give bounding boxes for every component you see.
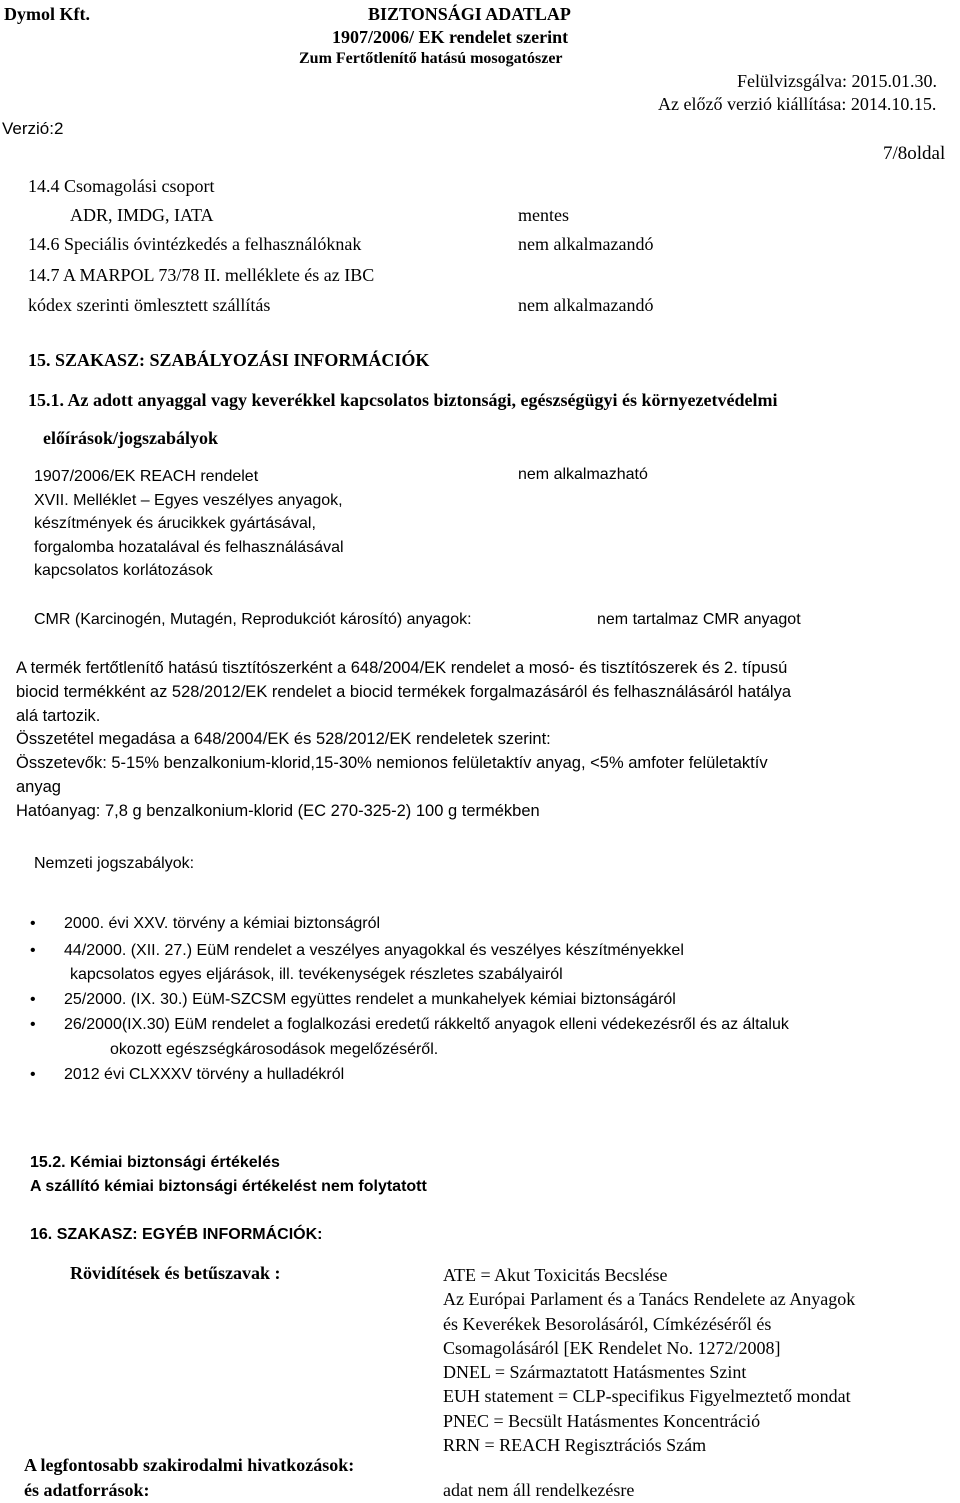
company-name: Dymol Kft. xyxy=(4,4,90,24)
marpol-value: nem alkalmazandó xyxy=(518,295,654,315)
abbreviation-line: Csomagolásáról [EK Rendelet No. 1272/2008] xyxy=(443,1337,781,1358)
version-label: Verzió:2 xyxy=(2,119,64,138)
law-item: • 2000. évi XXV. törvény a kémiai biztonságról xyxy=(30,915,381,932)
law-item-cont: okozott egészségkárosodások megelőzéséről. xyxy=(110,1041,439,1058)
reach-line: készítmények és árucikkek gyártásával, xyxy=(34,515,316,532)
law-item: • 2012 évi CLXXXV törvény a hulladékról xyxy=(30,1066,345,1083)
reach-line: XVII. Melléklet – Egyes veszélyes anyagok, xyxy=(34,491,343,509)
page-number: 7/8oldal xyxy=(883,143,946,164)
transport-value: mentes xyxy=(518,205,569,225)
section-15-heading: 15. SZAKASZ: SZABÁLYOZÁSI INFORMÁCIÓK xyxy=(28,350,430,370)
law-item-cont: kapcsolatos egyes eljárások, ill. tevékenységek részletes szabályairól xyxy=(70,966,563,983)
product-name: Zum Fertőtlenítő hatású mosogatószer xyxy=(299,50,563,67)
reach-line: 1907/2006/EK REACH rendelet xyxy=(34,468,259,485)
subsection-15-2-heading: 15.2. Kémiai biztonsági értékelés xyxy=(30,1154,280,1171)
abbreviation-line: Az Európai Parlament és a Tanács Rendelete az Anyagok xyxy=(443,1289,856,1310)
reach-value: nem alkalmazható xyxy=(518,466,648,483)
marpol-label-line2: kódex szerinti ömlesztett szállítás xyxy=(28,295,271,315)
section-16-heading: 16. SZAKASZ: EGYÉB INFORMÁCIÓK: xyxy=(30,1226,323,1243)
reach-regulation-text xyxy=(34,465,344,583)
paragraph-line: A termék fertőtlenítő hatású tisztítószerként a 648/2004/EK rendelet a mosó- és tisztítószerek és 2. típusú xyxy=(16,659,788,677)
special-precautions-label: 14.6 Speciális óvintézkedés a felhasználóknak xyxy=(28,234,362,254)
cmr-label: CMR (Karcinogén, Mutagén, Reprodukciót károsító) anyagok: xyxy=(34,611,472,628)
regulation-line: 1907/2006/ EK rendelet szerint xyxy=(332,27,569,47)
document-title: BIZTONSÁGI ADATLAP xyxy=(368,4,571,24)
reach-line: forgalomba hozatalával és felhasználásával xyxy=(34,538,344,556)
references-label-cont: és adatforrások: xyxy=(24,1480,150,1500)
previous-version-date: Az előző verzió kiállítása: 2014.10.15. xyxy=(658,94,937,114)
bullet-icon: • xyxy=(30,1066,36,1083)
abbreviations-label: Rövidítések és betűszavak : xyxy=(70,1263,281,1283)
abbreviation-line: EUH statement = CLP-specifikus Figyelmeztető mondat xyxy=(443,1386,851,1407)
subsection-15-1-heading-cont: előírások/jogszabályok xyxy=(43,428,219,448)
abbreviation-line: RRN = REACH Regisztrációs Szám xyxy=(443,1435,707,1456)
paragraph-line: anyag xyxy=(16,777,61,796)
abbreviation-line: PNEC = Becsült Hatásmentes Koncentráció xyxy=(443,1410,761,1431)
paragraph-line: Összetétel megadása a 648/2004/EK és 528/2012/EK rendeletek szerint: xyxy=(16,730,551,749)
bullet-icon: • xyxy=(30,915,36,932)
paragraph-line: Összetevők: 5-15% benzalkonium-klorid,15-30% nemionos felületaktív anyag, <5% amfoter felületaktív xyxy=(16,754,768,773)
revision-date: Felülvizsgálva: 2015.01.30. xyxy=(737,71,937,91)
abbreviation-line: DNEL = Származtatott Hatásmentes Szint xyxy=(443,1362,747,1383)
subsection-15-1-heading: 15.1. Az adott anyaggal vagy keverékkel kapcsolatos biztonsági, egészségügyi és környezetvédelmi xyxy=(28,390,778,410)
law-item: • 44/2000. (XII. 27.) EüM rendelet a veszélyes anyagokkal és veszélyes készítményekkel xyxy=(30,942,684,959)
abbreviation-line: és Keverékek Besorolásáról, Címkézéséről és xyxy=(443,1313,772,1334)
chemical-assessment-statement: A szállító kémiai biztonsági értékelést nem folytatott xyxy=(30,1178,427,1195)
abbreviation-line: ATE = Akut Toxicitás Becslése xyxy=(443,1265,668,1285)
special-precautions-value: nem alkalmazandó xyxy=(518,234,654,254)
bullet-icon: • xyxy=(30,991,36,1008)
bullet-icon: • xyxy=(30,1016,36,1033)
marpol-label-line1: 14.7 A MARPOL 73/78 II. melléklete és az IBC xyxy=(28,265,375,285)
packing-group-label: 14.4 Csomagolási csoport xyxy=(28,176,215,196)
paragraph-line: alá tartozik. xyxy=(16,706,101,725)
paragraph-line: Hatóanyag: 7,8 g benzalkonium-klorid (EC 270-325-2) 100 g termékben xyxy=(16,801,540,820)
references-value: adat nem áll rendelkezésre xyxy=(443,1480,635,1500)
law-item: • 25/2000. (IX. 30.) EüM-SZCSM együttes rendelet a munkahelyek kémiai biztonságáról xyxy=(30,991,676,1008)
paragraph-line: biocid termékként az 528/2012/EK rendelet a biocid termékek forgalmazásáról és felhasználásáról hatálya xyxy=(16,682,792,701)
references-label: A legfontosabb szakirodalmi hivatkozások: xyxy=(24,1455,355,1475)
cmr-value: nem tartalmaz CMR anyagot xyxy=(597,611,801,628)
composition-paragraph xyxy=(16,657,791,824)
reach-line: kapcsolatos korlátozások xyxy=(34,562,213,579)
national-laws-heading: Nemzeti jogszabályok: xyxy=(34,855,195,872)
bullet-icon: • xyxy=(30,942,36,959)
law-item: • 26/2000(IX.30) EüM rendelet a foglalkozási eredetű rákkeltő anyagok elleni védekezésről és az általuk xyxy=(30,1016,789,1033)
abbreviations-list xyxy=(443,1263,855,1457)
transport-label: ADR, IMDG, IATA xyxy=(70,205,214,225)
